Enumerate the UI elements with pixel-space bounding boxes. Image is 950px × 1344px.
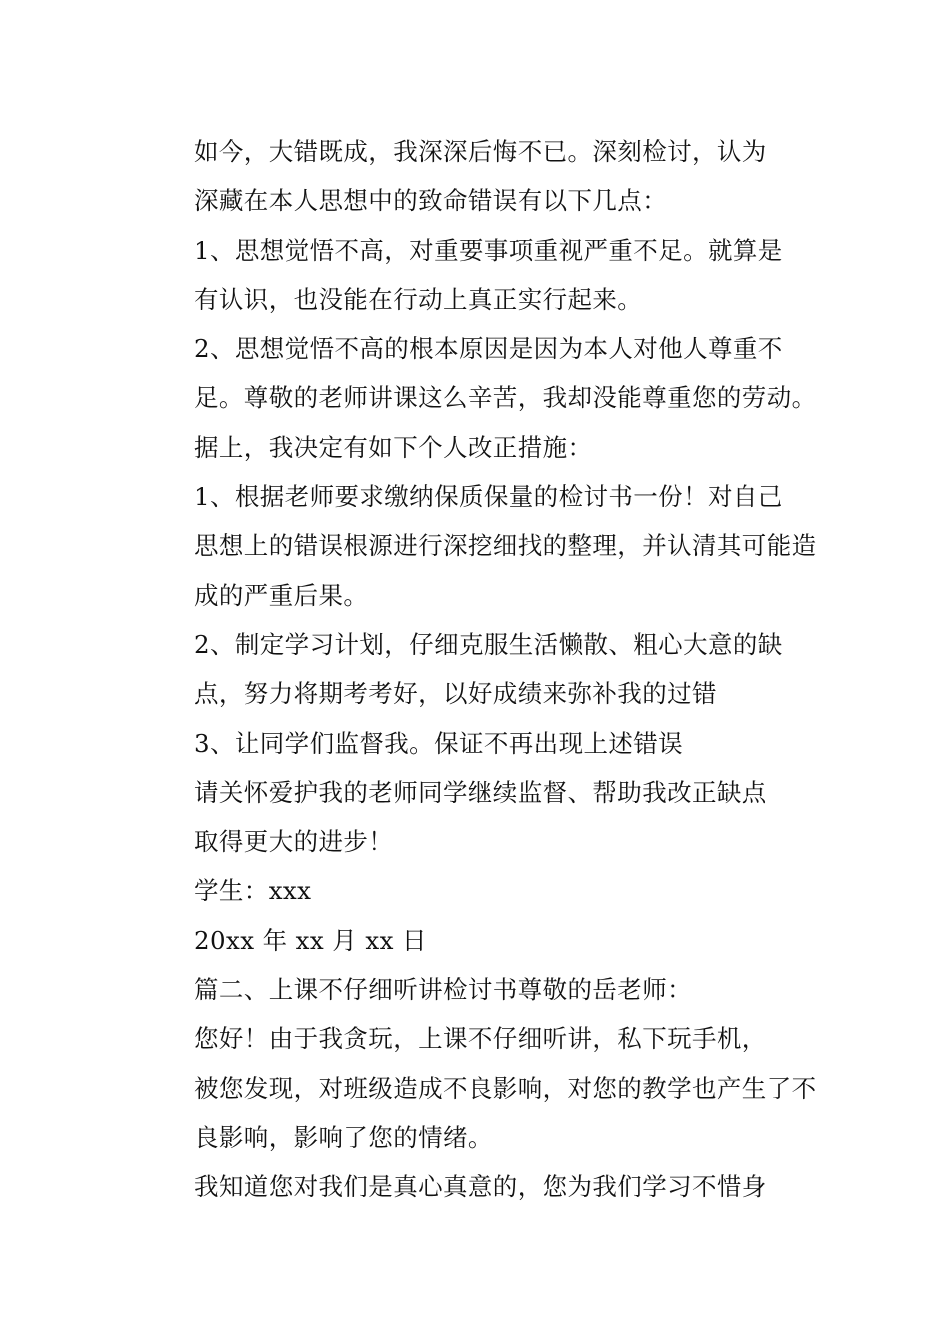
- text-line: 1、思想觉悟不高，对重要事项重视严重不足。就算是: [194, 235, 783, 265]
- text-line: 良影响，影响了您的情绪。: [194, 1122, 493, 1152]
- text-line: 据上，我决定有如下个人改正措施：: [194, 432, 593, 462]
- text-line: 2、制定学习计划，仔细克服生活懒散、粗心大意的缺: [194, 629, 783, 659]
- paragraph-measure-2: [145, 620, 807, 719]
- paragraph-greeting: [145, 1014, 817, 1162]
- text-line: 足。尊敬的老师讲课这么辛苦，我却没能尊重您的劳动。: [194, 383, 817, 413]
- paragraph-point-2: [145, 324, 817, 423]
- text-line: 请关怀爱护我的老师同学继续监督、帮助我改正缺点: [194, 777, 767, 807]
- text-line: 3、让同学们监督我。保证不再出现上述错误: [194, 728, 684, 758]
- paragraph-request: [145, 768, 807, 867]
- paragraph-closing: [145, 1162, 807, 1211]
- section-heading-part-2: [145, 965, 807, 1014]
- text-line: 1、根据老师要求缴纳保质保量的检讨书一份！对自己: [194, 482, 783, 512]
- signature-date: [145, 916, 807, 965]
- text-line: 被您发现，对班级造成不良影响，对您的教学也产生了不: [194, 1073, 817, 1103]
- paragraph-measure-3: [145, 719, 807, 768]
- text-line: 您好！由于我贪玩，上课不仔细听讲，私下玩手机，: [194, 1024, 767, 1054]
- signature-student: [145, 866, 807, 915]
- text-line: 我知道您对我们是真心真意的，您为我们学习不惜身: [194, 1172, 767, 1202]
- paragraph-measures-intro: [145, 423, 807, 472]
- paragraph-point-1: [145, 226, 807, 325]
- text-line: 学生：xxx: [194, 876, 312, 906]
- text-line: 思想上的错误根源进行深挖细找的整理，并认清其可能造: [194, 531, 817, 561]
- text-line: 20xx 年 xx 月 xx 日: [194, 925, 427, 955]
- text-line: 篇二、上课不仔细听讲检讨书尊敬的岳老师：: [194, 975, 692, 1005]
- text-line: 如今，大错既成，我深深后悔不已。深刻检讨，认为: [194, 137, 767, 166]
- text-line: 有认识，也没能在行动上真正实行起来。: [194, 284, 643, 314]
- text-line: 2、思想觉悟不高的根本原因是因为本人对他人尊重不: [194, 334, 783, 364]
- text-line: 深藏在本人思想中的致命错误有以下几点：: [194, 186, 668, 216]
- paragraph-reflection: [145, 127, 807, 226]
- paragraph-measure-1: [145, 472, 817, 620]
- text-line: 成的严重后果。: [194, 580, 369, 610]
- text-line: 点，努力将期考考好，以好成绩来弥补我的过错: [194, 679, 717, 709]
- text-line: 取得更大的进步！: [194, 827, 394, 857]
- document-body: [145, 127, 817, 1212]
